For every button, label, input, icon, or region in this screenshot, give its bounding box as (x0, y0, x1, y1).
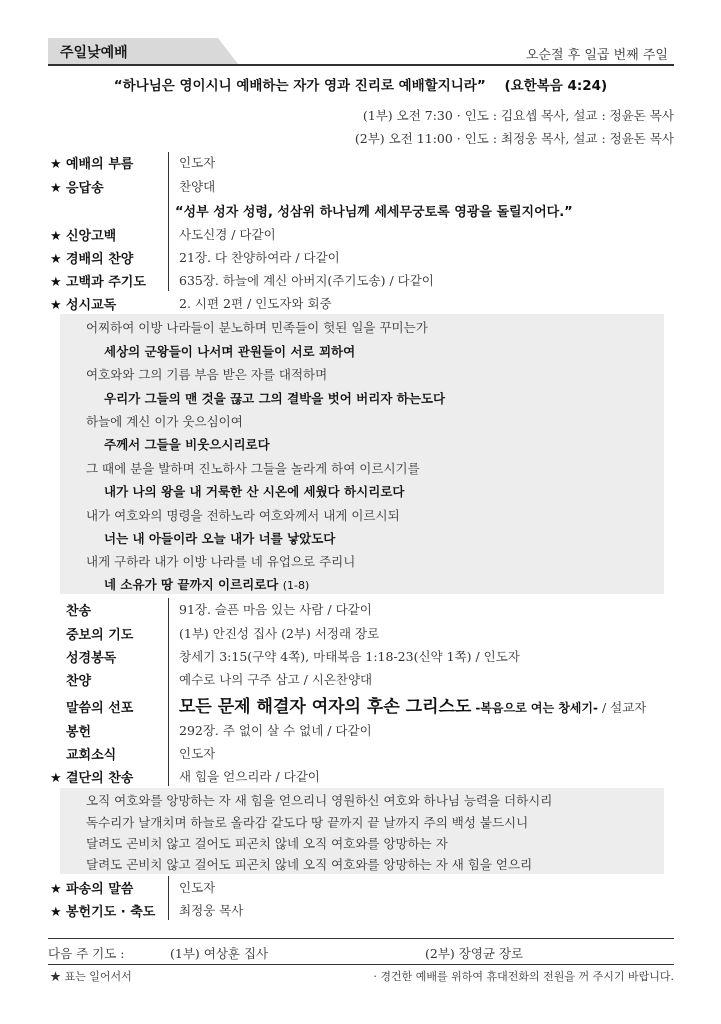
order-value: 예수로 나의 구주 삼고 / 시온찬양대 (179, 672, 373, 687)
order-value: 찬양대 (179, 179, 216, 194)
order-value: 91장. 슬픈 마음 있는 사람 / 다같이 (179, 602, 372, 617)
order-value: 새 힘을 얻으리라 / 다같이 (179, 769, 320, 784)
reading-range: (1-8) (282, 579, 310, 592)
hymn-lyric-line: 독수리가 날개치며 하늘로 올라감 같도다 땅 끝까지 끝 날까지 주의 백성 붙드시니 (86, 815, 529, 830)
order-label: 말씀의 선포 (66, 701, 134, 716)
order-value: 창세기 3:15(구약 4쪽), 마태복음 1:18-23(신약 1쪽) / 인도자 (179, 649, 520, 664)
order-label: ★ 고백과 주기도 (50, 275, 146, 290)
order-label: 성경봉독 (66, 651, 117, 666)
next-prayer-label: 다음 주 기도 : (48, 946, 125, 961)
order-value: 21장. 다 찬양하여라 / 다같이 (179, 250, 340, 265)
reading-leader-line: 그 때에 분을 발하며 진노하사 그들을 놀라게 하여 이르시기를 (86, 461, 420, 476)
order-label: ★ 결단의 찬송 (50, 771, 134, 786)
reading-congregation-line: 내가 나의 왕을 내 거룩한 산 시온에 세웠다 하시리로다 (104, 484, 405, 499)
reading-leader-line: 내게 구하라 내가 이방 나라를 네 유업으로 주리니 (86, 554, 356, 569)
theme-verse-reference: (요한복음 4:24) (504, 78, 608, 94)
reading-congregation-line: 우리가 그들의 맨 것을 끊고 그의 결박을 벗어 버리자 하는도다 (104, 391, 446, 406)
service-time-1: (1부) 오전 7:30 · 인도 : 김요셉 목사, 설교 : 정윤돈 목사 (362, 108, 674, 123)
page-title: 주일낮예배 (60, 45, 128, 61)
order-value: (1부) 안진성 집사 (2부) 서정래 장로 (179, 626, 380, 641)
order-value: 인도자 (179, 155, 216, 170)
order-label: ★ 신앙고백 (50, 229, 117, 244)
reading-congregation-line: 너는 내 아들이라 오늘 내가 너를 낳았도다 (104, 531, 336, 546)
order-label: ★ 파송의 말씀 (50, 882, 134, 897)
order-value: 최정웅 목사 (179, 903, 244, 918)
order-value: 2. 시편 2편 / 인도자와 회중 (179, 296, 332, 311)
reading-leader-line: 여호와와 그의 기름 부음 받은 자를 대적하며 (86, 367, 328, 382)
order-label: ★ 성시교독 (50, 298, 117, 313)
hymn-lyric-line: 달려도 곤비치 않고 걸어도 피곤치 않네 오직 여호와를 앙망하는 자 새 힘을 얻으리 (86, 857, 533, 872)
standing-note: ★ 표는 일어서서 (50, 970, 132, 983)
service-time-2: (2부) 오전 11:00 · 인도 : 최정웅 목사, 설교 : 정윤돈 목사 (354, 131, 674, 146)
order-label: 중보의 기도 (66, 628, 134, 643)
reading-leader-line: 하늘에 계신 이가 웃으심이여 (86, 414, 243, 429)
order-label: ★ 예배의 부름 (50, 157, 134, 172)
next-prayer-service-2: (2부) 장영균 장로 (425, 946, 524, 961)
order-value: 635장. 하늘에 계신 아버지(주기도송) / 다같이 (179, 273, 434, 288)
theme-verse-text: “하나님은 영이시니 예배하는 자가 영과 진리로 예배할지니라” (113, 78, 486, 94)
order-divider (168, 598, 169, 786)
reading-leader-line: 내가 여호와의 명령을 전하노라 여호와께서 내게 이르시되 (86, 508, 400, 523)
footer-divider-top (48, 938, 674, 939)
order-label: 봉헌 (66, 725, 92, 740)
order-label: ★ 경배의 찬양 (50, 252, 134, 267)
order-value: 사도신경 / 다같이 (179, 227, 276, 242)
order-value: 인도자 (179, 880, 216, 895)
sermon-title: 모든 문제 해결자 여자의 후손 그리스도 (179, 697, 472, 717)
hymn-lyric-line: 달려도 곤비치 않고 걸어도 피곤치 않네 오직 여호와를 앙망하는 자 (86, 836, 448, 851)
next-prayer-service-1: (1부) 여상훈 집사 (170, 946, 269, 961)
reading-congregation-line: 네 소유가 땅 끝까지 이르리로다 (1-8) (104, 577, 310, 592)
order-divider (168, 152, 169, 291)
order-label: 찬양 (66, 674, 92, 689)
phone-notice: · 경건한 예배를 위하여 휴대전화의 전원을 꺼 주시기 바랍니다. (373, 970, 674, 983)
header-bar (48, 38, 674, 66)
order-value: 292장. 주 없이 살 수 없네 / 다같이 (179, 723, 372, 738)
order-label: 찬송 (66, 604, 92, 619)
hymn-lyric-line: 오직 여호와를 앙망하는 자 새 힘을 얻으리니 영원하신 여호와 하나님 능력을 더하시리 (86, 793, 553, 808)
reading-leader-line: 어찌하여 이방 나라들이 분노하며 민족들이 헛된 일을 꾸미는가 (86, 320, 428, 335)
page-subtitle: 오순절 후 일곱 번째 주일 (525, 48, 668, 63)
order-divider (168, 876, 169, 920)
order-label: 교회소식 (66, 748, 117, 763)
order-label: ★ 봉헌기도 · 축도 (50, 905, 156, 920)
footer-divider-bottom (48, 964, 674, 965)
sermon-subtitle: -복음으로 여는 창세기- (475, 701, 598, 715)
order-label: ★ 응답송 (50, 181, 104, 196)
order-value: 인도자 (179, 746, 216, 761)
sermon-line (179, 692, 646, 717)
response-quote: “성부 성자 성령, 성삼위 하나님께 세세무궁토록 영광을 돌릴지어다.” (175, 205, 573, 220)
theme-verse (0, 74, 721, 94)
reading-congregation-line: 세상의 군왕들이 나서며 관원들이 서로 꾀하여 (104, 344, 356, 359)
reading-congregation-line: 주께서 그들을 비웃으시리로다 (104, 437, 270, 452)
sermon-preacher: / 설교자 (601, 700, 647, 715)
